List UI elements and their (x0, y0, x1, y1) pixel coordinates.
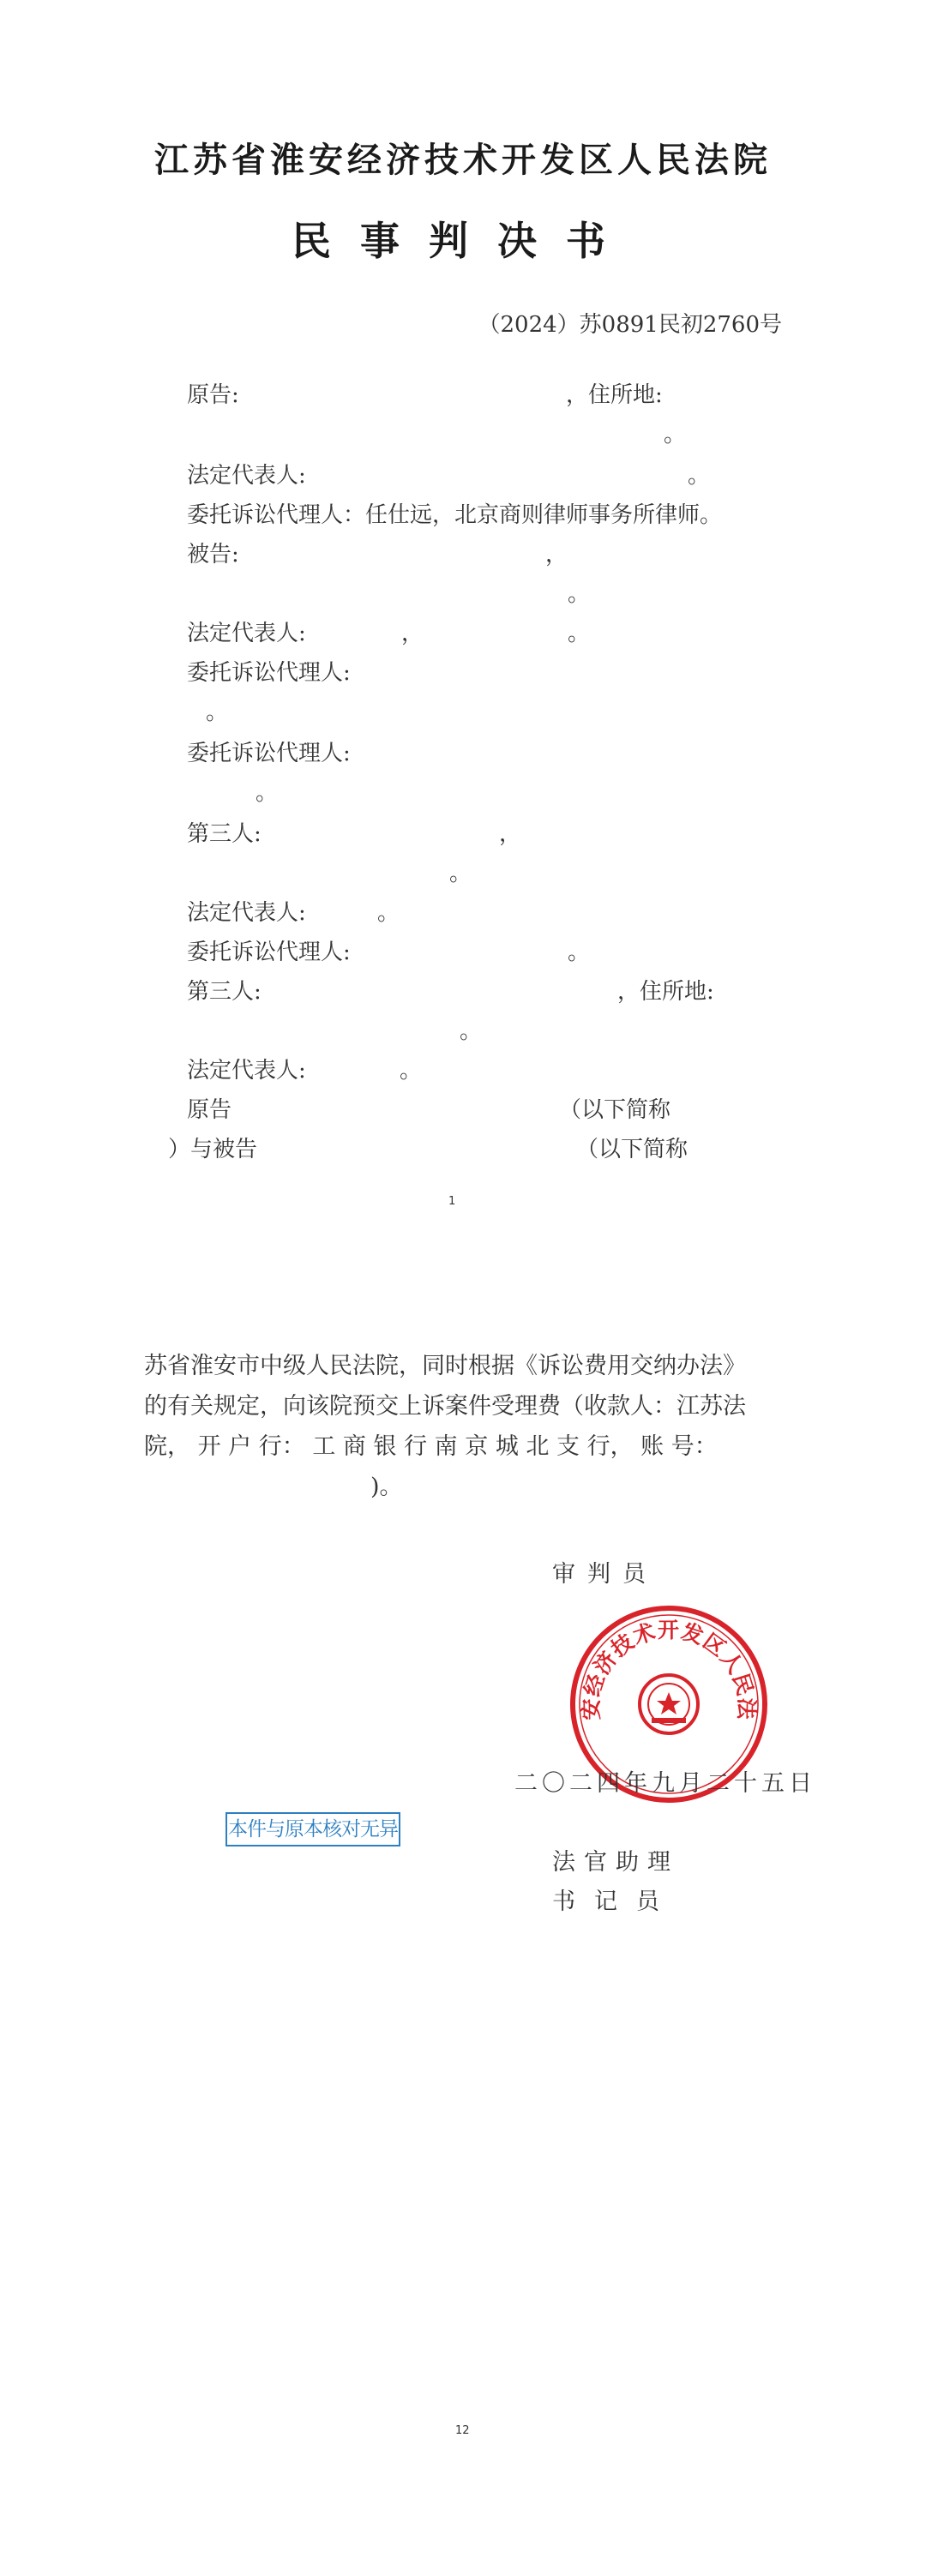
summary-abbrev-1: （以下简称 (559, 1097, 671, 1123)
seal-text: 安经济技术开发区人民法 (578, 1618, 760, 1720)
third-party-1-legal-rep-end: 。 (377, 900, 400, 926)
appeal-paragraph (144, 1346, 782, 1507)
summary-plaintiff: 原告 (187, 1097, 232, 1123)
judge-title: 审判员 (552, 1561, 658, 1588)
third-party-1-comma: ， (499, 821, 522, 847)
third-party-2-residence: ，住所地: (617, 979, 714, 1005)
judgment-date: 二〇二四年九月二十五日 (514, 1770, 816, 1797)
third-party-2-legal-rep-end: 。 (400, 1058, 423, 1084)
summary-defendant: ）与被告 (168, 1137, 258, 1162)
appeal-line-2: 的有关规定，向该院预交上诉案件受理费（收款人：江苏法 (144, 1393, 746, 1420)
third-party-1-label: 第三人: (187, 821, 262, 847)
third-party-2-end: 。 (460, 1018, 483, 1044)
judge-assistant-title: 法官助理 (552, 1849, 679, 1876)
third-party-1-agent-end: 。 (568, 940, 591, 965)
defendant-legal-rep-end: 。 (568, 621, 591, 646)
page-number-12: 12 (455, 2424, 470, 2437)
defendant-agent-1-end: 。 (206, 700, 229, 725)
defendant-comma: ， (545, 542, 568, 567)
defendant-legal-rep: 法定代表人: (187, 621, 306, 646)
appeal-line-4: )。 (370, 1474, 403, 1500)
third-party-2-legal-rep: 法定代表人: (187, 1058, 306, 1084)
third-party-1-agent: 委托诉讼代理人: (187, 940, 351, 965)
plaintiff-residence: ，住所地: (566, 382, 663, 408)
court-name: 江苏省淮安经济技术开发区人民法院 (154, 140, 772, 180)
plaintiff-legal-rep: 法定代表人: (187, 463, 306, 489)
appeal-line-1: 苏省淮安市中级人民法院，同时根据《诉讼费用交纳办法》 (144, 1353, 746, 1379)
defendant-agent-1: 委托诉讼代理人: (187, 660, 351, 686)
appeal-line-3: 院， 开 户 行： 工 商 银 行 南 京 城 北 支 行， 账 号： (144, 1433, 718, 1460)
plaintiff-agent: 委托诉讼代理人：任仕远，北京商则律师事务所律师。 (187, 502, 723, 528)
plaintiff-legal-rep-end: 。 (688, 463, 711, 489)
document-type-title: 民事判决书 (292, 218, 634, 264)
defendant-agent-2-end: 。 (256, 780, 279, 806)
third-party-2-label: 第三人: (187, 979, 262, 1005)
defendant-legal-rep-comma: ， (401, 621, 424, 646)
case-number: （2024）苏0891民初2760号 (478, 312, 782, 338)
verification-stamp: 本件与原本核对无异 (225, 1812, 400, 1846)
summary-abbrev-2: （以下简称 (576, 1137, 688, 1162)
defendant-end: 。 (568, 581, 591, 607)
defendant-label: 被告: (187, 542, 239, 567)
third-party-1-legal-rep: 法定代表人: (187, 900, 306, 926)
page-number-1: 1 (448, 1195, 456, 1208)
clerk-title: 书记员 (552, 1888, 678, 1915)
third-party-1-end: 。 (449, 861, 472, 886)
plaintiff-residence-end: 。 (664, 422, 687, 447)
plaintiff-label: 原告: (187, 382, 239, 408)
defendant-agent-2: 委托诉讼代理人: (187, 741, 351, 766)
